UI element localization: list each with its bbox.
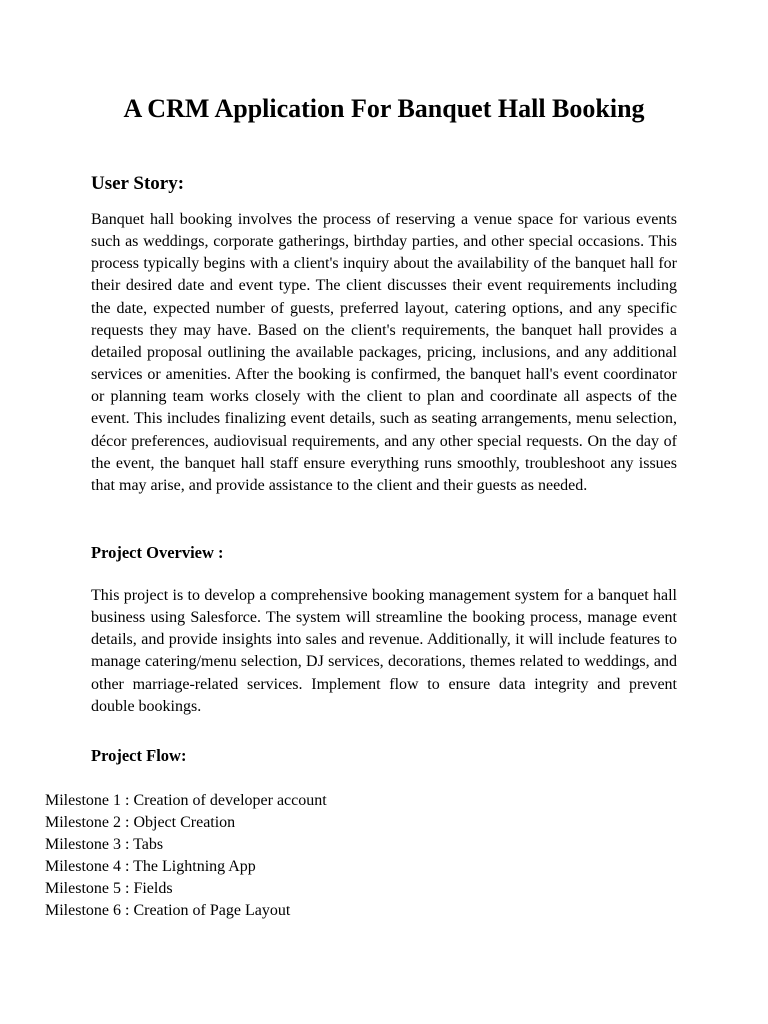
document-title: A CRM Application For Banquet Hall Booking <box>123 94 645 123</box>
user-story-paragraph: Banquet hall booking involves the process of reserving a venue space for various events such as weddings, corporate gatherings, birthday parties, and other special occasions. This process typically begins with a client's inquiry about the availability of the banquet hall for their desired date and event type. The client discusses their event requirements including the date, expected number of guests, preferred layout, catering options, and any specific requests they may have. Based on the client's requirements, the banquet hall provides a detailed proposal outlining the available packages, pricing, inclusions, and any additional services or amenities. After the booking is confirmed, the banquet hall's event coordinator or planning team works closely with the client to plan and coordinate all aspects of the event. This includes finalizing event details, such as seating arrangements, menu selection, décor preferences, audiovisual requirements, and any other special requests. On the day of the event, the banquet hall staff ensure everything runs smoothly, troubleshoot any issues that may arise, and provide assistance to the client and their guests as needed. <box>91 211 677 494</box>
user-story-heading: User Story: <box>91 173 185 194</box>
project-overview-paragraph: This project is to develop a comprehensive booking management system for a banquet hall business using Salesforce. The system will streamline the booking process, manage event details, and provide insights into sales and revenue. Additionally, it will include features to manage catering/menu selection, DJ services, decorations, themes related to weddings, and other marriage-related services. Implement flow to ensure data integrity and prevent double bookings. <box>91 587 677 715</box>
milestone-item-1: Milestone 1 : Creation of developer account <box>45 792 327 809</box>
milestone-item-5: Milestone 5 : Fields <box>45 880 173 897</box>
project-overview-heading: Project Overview : <box>91 543 224 562</box>
milestone-list <box>45 790 327 922</box>
milestone-item-2: Milestone 2 : Object Creation <box>45 814 236 831</box>
milestone-item-4: Milestone 4 : The Lightning App <box>45 858 256 875</box>
project-flow-heading: Project Flow: <box>91 746 187 765</box>
milestone-item-3: Milestone 3 : Tabs <box>45 836 164 853</box>
milestone-item-6: Milestone 6 : Creation of Page Layout <box>45 902 291 919</box>
